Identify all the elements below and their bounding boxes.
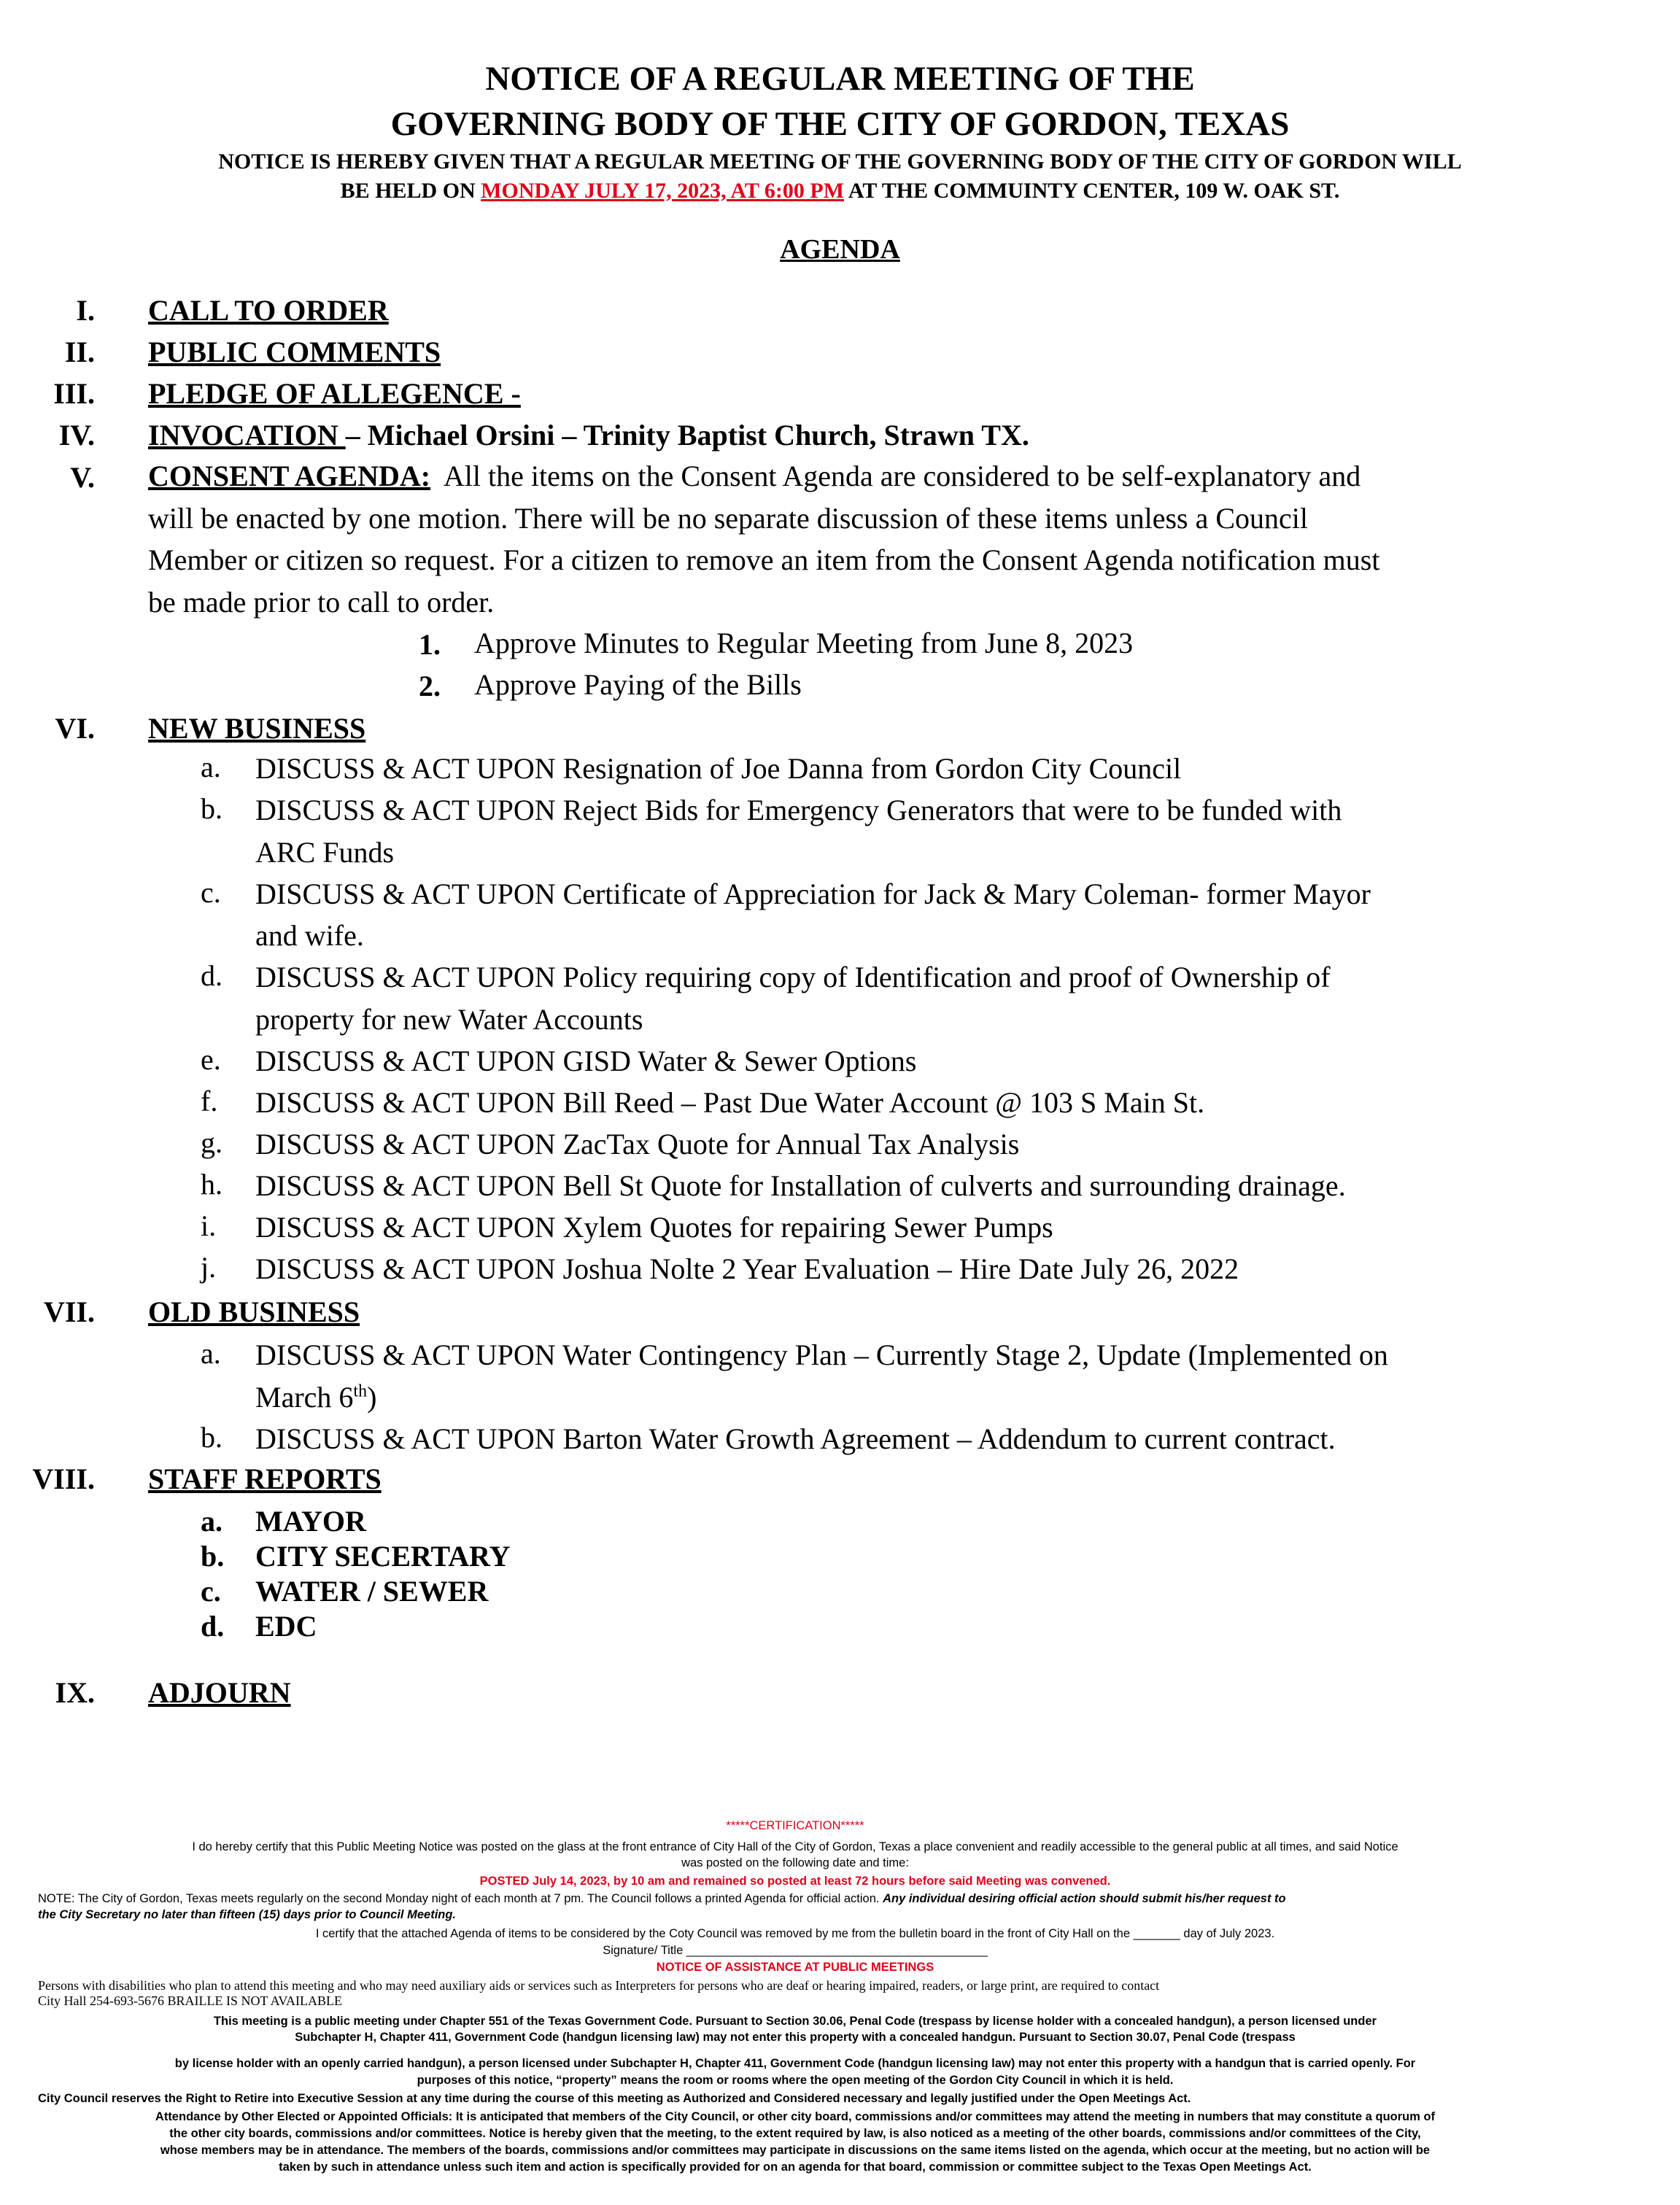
item-letter: c.	[201, 876, 221, 909]
consent-item-text: Approve Paying of the Bills	[474, 668, 802, 701]
consent-agenda-line3: Member or citizen so request. For a citizen to remove an item from the Consent Agenda notification must	[148, 543, 1380, 576]
staff-report-item: WATER / SEWER	[255, 1575, 489, 1608]
new-business-item: DISCUSS & ACT UPON Resignation of Joe Danna from Gordon City Council	[255, 752, 1182, 785]
consent-agenda-line4: be made prior to call to order.	[148, 586, 495, 619]
consent-item-number: 1.	[419, 628, 441, 661]
item-letter: a.	[201, 751, 221, 783]
item-letter: j.	[201, 1251, 217, 1284]
item-letter: f.	[201, 1085, 218, 1117]
staff-report-item: EDC	[255, 1610, 317, 1643]
assistance-line1: Persons with disabilities who plan to attend this meeting and who may need auxiliary aids or services such as Interpreters for persons who are deaf or hearing impaired, readers, or large print, are required to contact	[38, 1978, 1160, 1993]
invocation-detail: – Michael Orsini – Trinity Baptist Church, Strawn TX.	[345, 419, 1029, 452]
section-number: IX.	[55, 1676, 95, 1709]
item-letter: b.	[201, 792, 222, 825]
section-title-new-business: NEW BUSINESS	[148, 712, 366, 745]
section-number: II.	[64, 336, 95, 368]
closing-paren: )	[367, 1381, 377, 1414]
ordinal-suffix: th	[353, 1381, 368, 1401]
legal-notice-line6: Attendance by Other Elected or Appointed Officials: It is anticipated that members of the City Council, or other city board, commissions and/or committees may attend the meeting in numbers that may constitute a quorum of	[155, 2110, 1436, 2123]
consent-agenda-line1	[148, 455, 1360, 497]
legal-notice-line4: purposes of this notice, “property” means the room or rooms where the open meeting of the Gordon City Council in which it is held.	[417, 2074, 1174, 2087]
signature-line: Signature/ Title _____________________________________________	[603, 1944, 988, 1957]
item-letter: a.	[201, 1337, 221, 1370]
item-letter: g.	[201, 1126, 222, 1159]
notice-prefix: BE HELD ON	[340, 179, 481, 203]
section-title-old-business: OLD BUSINESS	[148, 1295, 360, 1328]
item-letter: e.	[201, 1043, 221, 1076]
legal-notice-line7: the other city boards, commissions and/or committees. Notice is hereby given that the meeting, to the extent required by law, is also noticed as a meeting of the other boards, commissions and/or committees of the City,	[169, 2127, 1421, 2140]
old-business-item-cont	[255, 1376, 1452, 1419]
note-bold-italic: Any individual desiring official action should submit his/her request to	[883, 1892, 1286, 1905]
section-title-pledge: PLEDGE OF ALLEGENCE -	[148, 377, 521, 410]
legal-notice-line2: Subchapter H, Chapter 411, Government Code (handgun licensing law) may not enter this property with a concealed handgun. Pursuant to Section 30.07, Penal Code (trespass	[295, 2031, 1296, 2044]
staff-item-letter: c.	[201, 1575, 221, 1608]
section-title-consent-agenda: CONSENT AGENDA:	[148, 460, 431, 492]
section-title-adjourn: ADJOURN	[148, 1676, 291, 1709]
item-letter: b.	[201, 1421, 222, 1454]
new-business-item-cont: ARC Funds	[255, 836, 395, 869]
new-business-item: DISCUSS & ACT UPON Bill Reed – Past Due Water Account @ 103 S Main St.	[255, 1086, 1205, 1119]
assistance-line2: City Hall 254-693-5676 BRAILLE IS NOT AVAILABLE	[38, 1993, 342, 2008]
consent-item-text: Approve Minutes to Regular Meeting from June 8, 2023	[474, 627, 1134, 659]
section-title-staff-reports: STAFF REPORTS	[148, 1462, 382, 1495]
consent-item-number: 2.	[419, 670, 441, 702]
new-business-item: DISCUSS & ACT UPON ZacTax Quote for Annual Tax Analysis	[255, 1128, 1020, 1160]
new-business-item: DISCUSS & ACT UPON Xylem Quotes for repairing Sewer Pumps	[255, 1211, 1053, 1244]
staff-item-letter: b.	[201, 1540, 225, 1573]
certification-text-line1: I do hereby certify that this Public Meeting Notice was posted on the glass at the front entrance of City Hall of the City of Gordon, Texas a place convenient and readily accessible to the general public at all times, and said Notice	[192, 1840, 1398, 1853]
item-letter: i.	[201, 1209, 217, 1242]
section-number: VII.	[43, 1295, 95, 1328]
notice-statement-line2	[0, 177, 1680, 206]
section-number: VIII.	[32, 1462, 95, 1495]
staff-report-item: CITY SECERTARY	[255, 1540, 511, 1573]
notice-statement-line1: NOTICE IS HEREBY GIVEN THAT A REGULAR MEETING OF THE GOVERNING BODY OF THE CITY OF GORDON WILL	[218, 150, 1462, 174]
new-business-item: DISCUSS & ACT UPON Joshua Nolte 2 Year Evaluation – Hire Date July 26, 2022	[255, 1252, 1239, 1285]
legal-notice-line8: whose members may be in attendance. The members of the boards, commissions and/or committees may participate in discussions on the same items listed on the agenda, which occur at the meeting, but no action will be	[160, 2144, 1431, 2157]
notice-title-line1: NOTICE OF A REGULAR MEETING OF THE	[485, 60, 1195, 98]
meeting-date: MONDAY JULY 17, 2023, AT 6:00 PM	[481, 179, 845, 203]
new-business-item: DISCUSS & ACT UPON Certificate of Appreciation for Jack & Mary Coleman- former Mayor	[255, 877, 1371, 910]
section-number: III.	[53, 377, 95, 410]
notice-title-line2: GOVERNING BODY OF THE CITY OF GORDON, TEXAS	[390, 105, 1290, 143]
section-number: IV.	[58, 419, 95, 452]
new-business-item: DISCUSS & ACT UPON Policy requiring copy of Identification and proof of Ownership of	[255, 961, 1331, 993]
legal-notice-line5: City Council reserves the Right to Retire into Executive Session at any time during the course of this meeting as Authorized and Considered necessary and legally justified under the Open Meetings Act.	[38, 2092, 1191, 2105]
item-letter: h.	[201, 1168, 222, 1201]
posted-statement: POSTED July 14, 2023, by 10 am and remained so posted at least 72 hours before said Meeting was convened.	[479, 1875, 1111, 1888]
certification-heading: *****CERTIFICATION*****	[726, 1819, 864, 1832]
section-number: V.	[70, 461, 95, 494]
certification-text-line2: was posted on the following date and time:	[681, 1856, 909, 1869]
staff-item-letter: d.	[201, 1610, 225, 1643]
legal-notice-line1: This meeting is a public meeting under Chapter 551 of the Texas Government Code. Pursuant to Section 30.06, Penal Code (trespass by license holder with a concealed handgun), a person licensed under	[213, 2015, 1377, 2028]
old-business-item-cont-text: March 6	[255, 1381, 354, 1414]
assistance-heading: NOTICE OF ASSISTANCE AT PUBLIC MEETINGS	[656, 1961, 934, 1974]
section-invocation	[148, 418, 1029, 452]
section-number: I.	[76, 294, 95, 327]
old-business-item: DISCUSS & ACT UPON Barton Water Growth Agreement – Addendum to current contract.	[255, 1422, 1336, 1455]
section-number: VI.	[55, 712, 95, 745]
legal-notice-line3: by license holder with an openly carried handgun), a person licensed under Subchapter H, Chapter 411, Government Code (handgun licensing law) may not enter this property with a handgun that is carried openly. For	[174, 2057, 1416, 2070]
staff-report-item: MAYOR	[255, 1505, 366, 1538]
section-title-public-comments: PUBLIC COMMENTS	[148, 336, 441, 368]
consent-text: All the items on the Consent Agenda are considered to be self-explanatory and	[443, 460, 1361, 492]
consent-agenda-line2: will be enacted by one motion. There will be no separate discussion of these items unless a Council	[148, 502, 1308, 535]
staff-item-letter: a.	[201, 1505, 222, 1538]
new-business-item-cont: and wife.	[255, 919, 364, 952]
note-line1	[38, 1891, 1643, 1907]
new-business-item: DISCUSS & ACT UPON Bell St Quote for Installation of culverts and surrounding drainage.	[255, 1169, 1346, 1202]
new-business-item: DISCUSS & ACT UPON GISD Water & Sewer Options	[255, 1045, 917, 1077]
note-line2: the City Secretary no later than fifteen (15) days prior to Council Meeting.	[38, 1908, 457, 1921]
item-letter: d.	[201, 959, 222, 992]
section-title-call-to-order: CALL TO ORDER	[148, 294, 389, 327]
removed-certification: I certify that the attached Agenda of items to be considered by the Coty Council was removed by me from the bulletin board in the front of City Hall on the _______ day of July 2023.	[315, 1927, 1275, 1940]
section-title-invocation: INVOCATION	[148, 419, 346, 452]
note-plain: NOTE: The City of Gordon, Texas meets regularly on the second Monday night of each month at 7 pm. The Council follows a printed Agenda for official action.	[38, 1892, 883, 1905]
new-business-item-cont: property for new Water Accounts	[255, 1003, 643, 1036]
agenda-heading: AGENDA	[780, 234, 900, 265]
new-business-item: DISCUSS & ACT UPON Reject Bids for Emergency Generators that were to be funded with	[255, 794, 1342, 826]
legal-notice-line9: taken by such in attendance unless such item and action is specifically provided for on an agenda for that board, commission or committee subject to the Texas Open Meetings Act.	[279, 2161, 1312, 2174]
notice-suffix: AT THE COMMUINTY CENTER, 109 W. OAK ST.	[844, 179, 1340, 203]
old-business-item: DISCUSS & ACT UPON Water Contingency Plan – Currently Stage 2, Update (Implemented on	[255, 1338, 1388, 1371]
